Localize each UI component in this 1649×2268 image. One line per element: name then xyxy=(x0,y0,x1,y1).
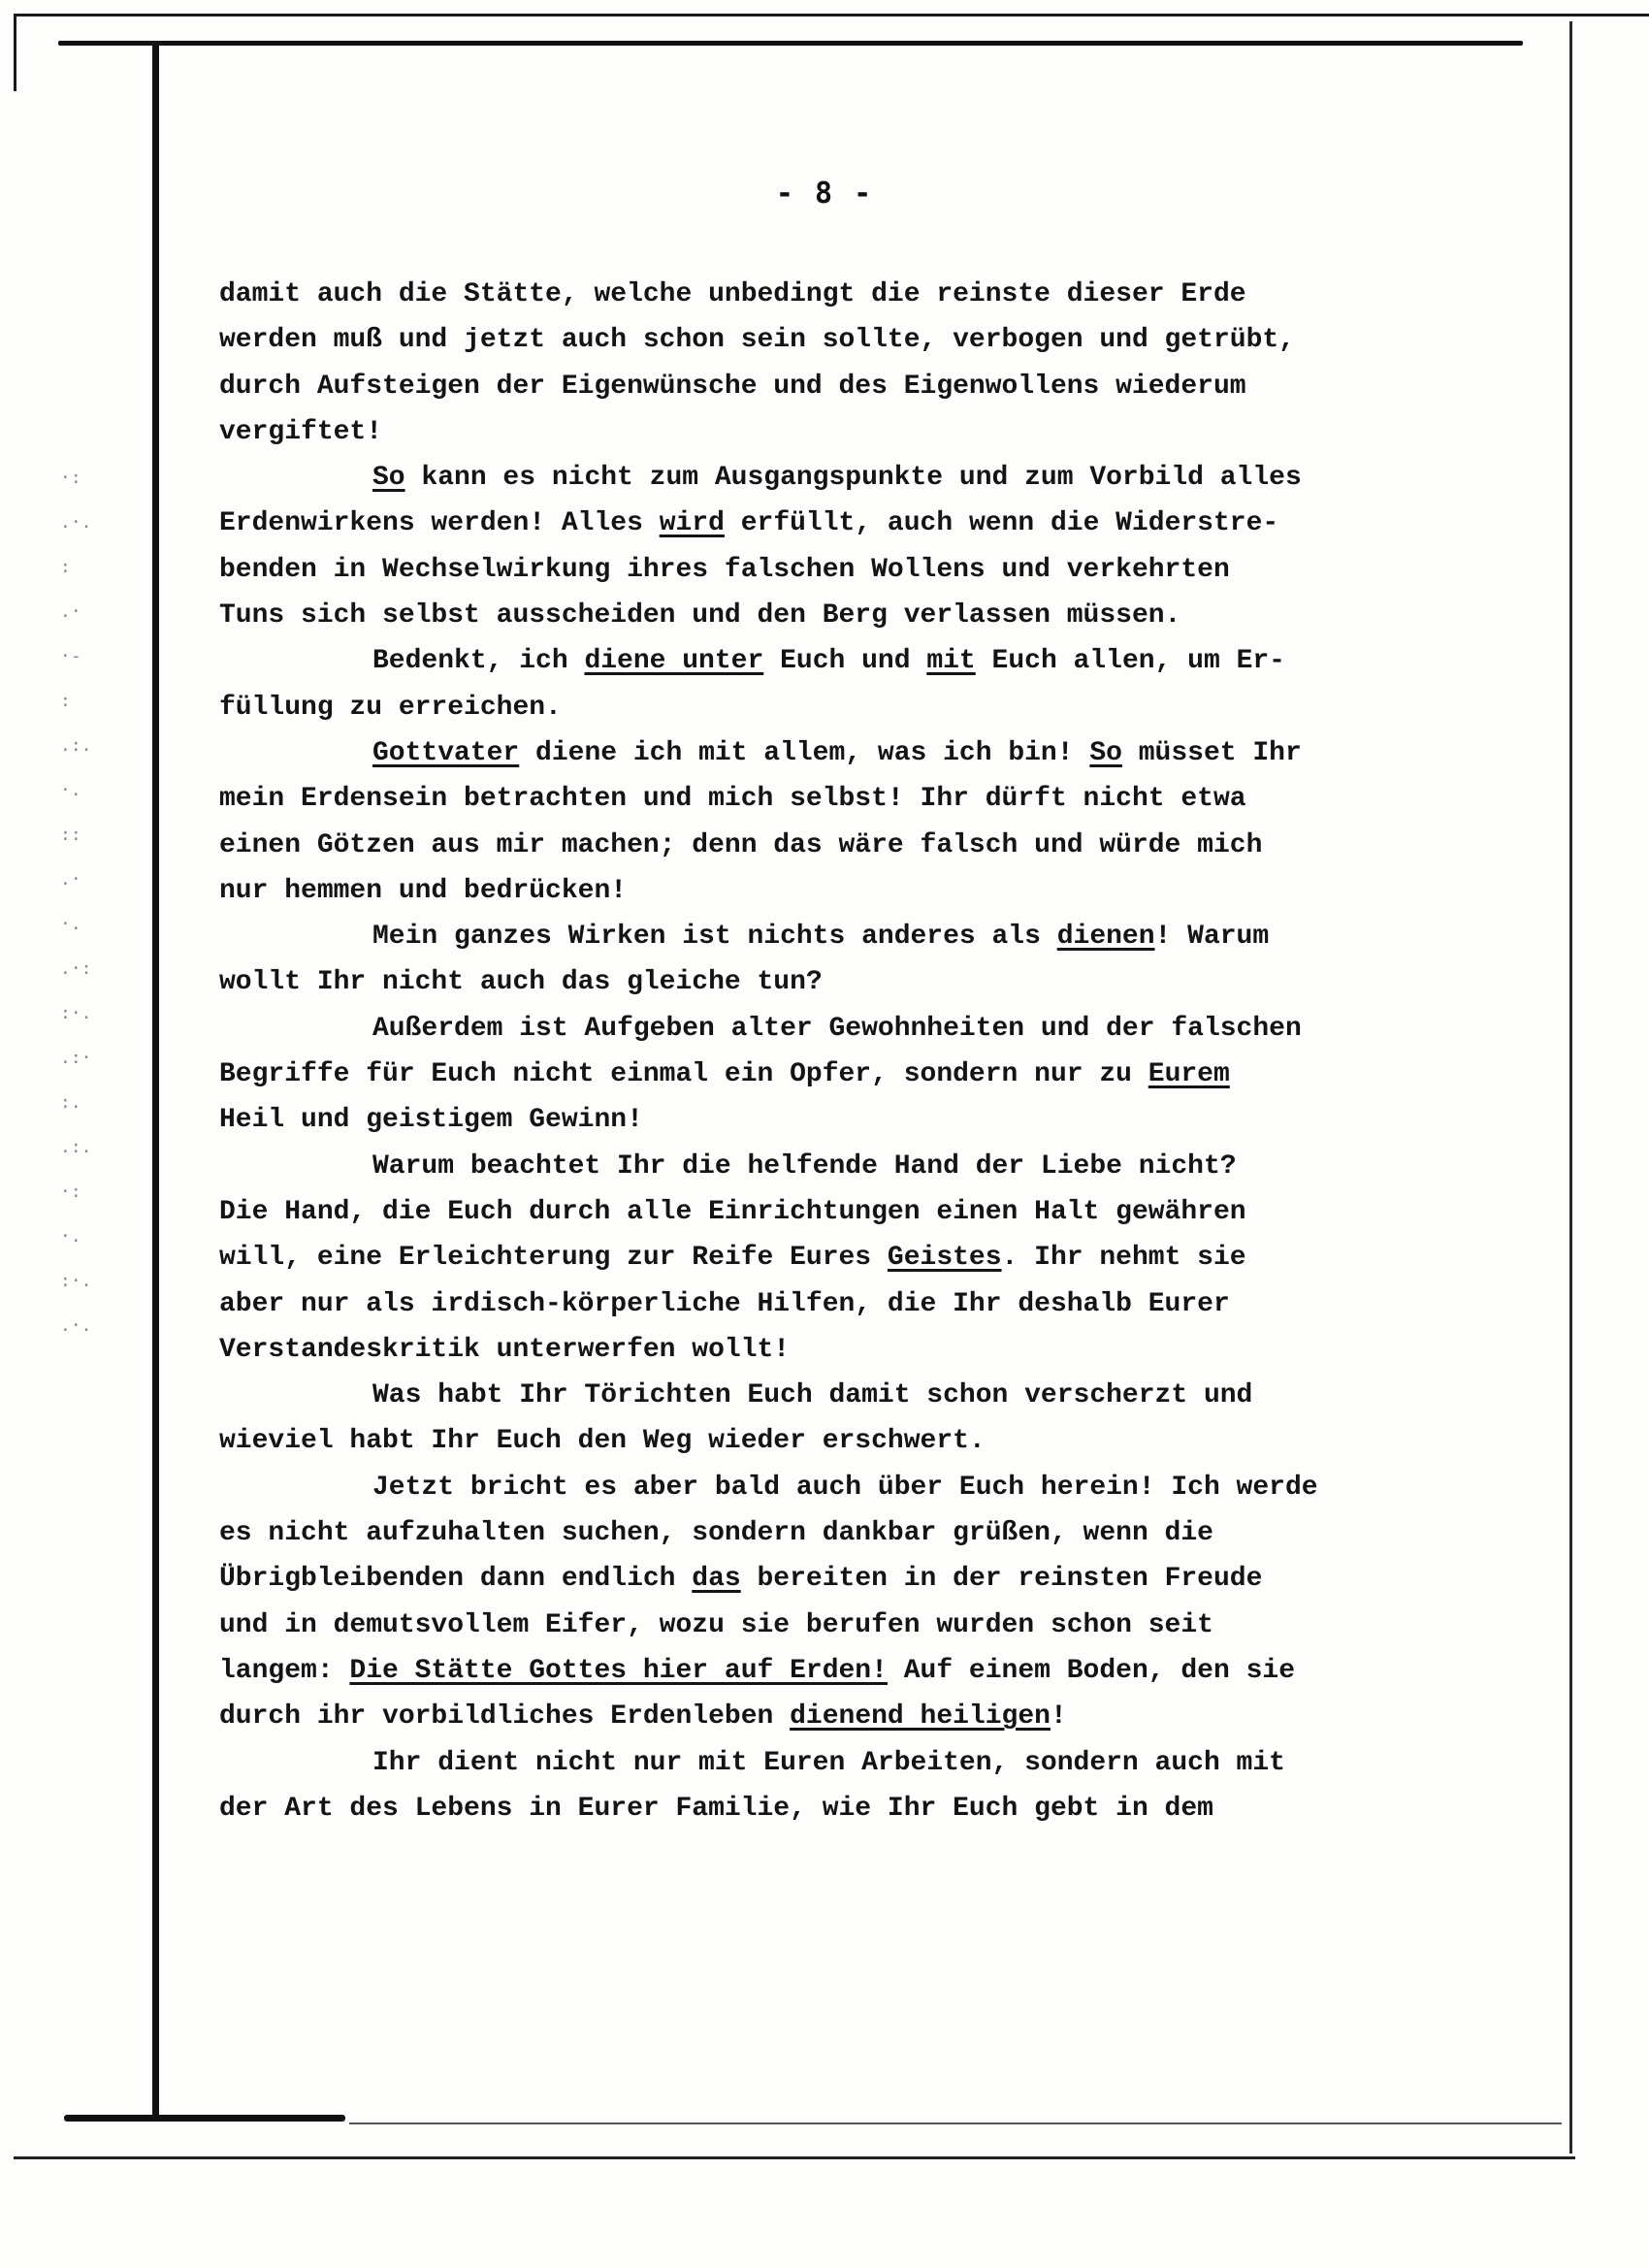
text-line xyxy=(219,1648,1509,1694)
text-line xyxy=(219,272,1509,317)
text-segment: Euch allen, um Er- xyxy=(975,646,1285,677)
text-line xyxy=(219,1510,1509,1556)
text-segment: Begriffe für Euch nicht einmal ein Opfer, sondern nur zu xyxy=(219,1059,1148,1090)
text-line xyxy=(219,1418,1509,1464)
text-line xyxy=(219,1465,1509,1510)
text-segment: Erdenwirkens werden! Alles xyxy=(219,508,660,539)
text-segment: Euch und xyxy=(763,646,927,677)
text-line xyxy=(219,730,1509,776)
text-line xyxy=(219,1097,1509,1143)
text-segment: Ihr dient nicht nur mit Euren Arbeiten, sondern auch mit xyxy=(372,1747,1285,1778)
text-line xyxy=(219,1006,1509,1052)
text-segment: einen Götzen aus mir machen; denn das wäre falsch und würde mich xyxy=(219,829,1263,860)
text-segment: damit auch die Stätte, welche unbedingt die reinste dieser Erde xyxy=(219,279,1246,309)
text-segment: und in demutsvollem Eifer, wozu sie berufen wurden schon seit xyxy=(219,1609,1213,1640)
text-line xyxy=(219,364,1509,409)
underlined-text: das xyxy=(692,1564,741,1595)
text-segment: durch Aufsteigen der Eigenwünsche und des Eigenwollens wiederum xyxy=(219,371,1246,402)
text-segment: langem: xyxy=(219,1655,350,1686)
text-line xyxy=(219,501,1509,546)
text-line xyxy=(219,1235,1509,1280)
text-segment: füllung zu erreichen. xyxy=(219,692,562,723)
page-number: - 8 - xyxy=(775,177,874,211)
text-segment: . Ihr nehmt sie xyxy=(1001,1243,1246,1274)
text-line xyxy=(219,455,1509,501)
text-segment: vergiftet! xyxy=(219,416,383,447)
text-segment: Außerdem ist Aufgeben alter Gewohnheiten und der falschen xyxy=(372,1013,1302,1044)
underlined-text: dienend heiligen xyxy=(790,1701,1051,1733)
text-segment: ! xyxy=(1050,1701,1067,1733)
text-segment: wieviel habt Ihr Euch den Weg wieder erschwert. xyxy=(219,1426,986,1457)
underlined-text: Die Stätte Gottes hier auf Erden! xyxy=(349,1655,888,1686)
text-line xyxy=(219,914,1509,959)
underlined-text: mit xyxy=(926,646,976,677)
text-line xyxy=(219,1740,1509,1786)
text-segment: Die Hand, die Euch durch alle Einrichtungen einen Halt gewähren xyxy=(219,1196,1246,1227)
text-segment: Was habt Ihr Törichten Euch damit schon verscherzt und xyxy=(372,1380,1253,1411)
text-segment: Warum beachtet Ihr die helfende Hand der Liebe nicht? xyxy=(372,1150,1237,1182)
text-line xyxy=(219,547,1509,593)
underlined-text: Gottvater xyxy=(372,737,520,768)
text-segment: Auf einem Boden, den sie xyxy=(887,1655,1295,1686)
text-segment: es nicht aufzuhalten suchen, sondern dankbar grüßen, wenn die xyxy=(219,1518,1213,1549)
text-segment: der Art des Lebens in Eurer Familie, wie Ihr Euch gebt in dem xyxy=(219,1793,1213,1824)
text-segment: diene ich mit allem, was ich bin! xyxy=(519,737,1090,768)
text-segment: müsset Ihr xyxy=(1121,737,1302,768)
scan-frame-right xyxy=(1569,21,1572,2154)
text-line xyxy=(219,317,1509,363)
text-segment: Tuns sich selbst ausscheiden und den Berg verlassen müssen. xyxy=(219,600,1181,632)
text-line xyxy=(219,823,1509,868)
underlined-text: Geistes xyxy=(887,1243,1002,1274)
text-segment: Heil und geistigem Gewinn! xyxy=(219,1105,643,1136)
text-segment: Übrigbleibenden dann endlich xyxy=(219,1564,693,1595)
text-line xyxy=(219,776,1509,822)
scan-frame-top xyxy=(14,14,1649,16)
text-segment: Verstandeskritik unterwerfen wollt! xyxy=(219,1334,791,1365)
underlined-text: dienen xyxy=(1056,922,1155,953)
underlined-text: wird xyxy=(659,508,725,539)
scan-frame-bottom xyxy=(14,2156,1575,2159)
underlined-text: Eurem xyxy=(1148,1059,1230,1090)
binder-edge-bottom xyxy=(64,2115,345,2122)
text-line xyxy=(219,409,1509,455)
text-segment: aber nur als irdisch-körperliche Hilfen, die Ihr deshalb Eurer xyxy=(219,1288,1230,1319)
page-bottom-rule xyxy=(349,2122,1562,2124)
text-segment: kann es nicht zum Ausgangspunkte und zum Vorbild alles xyxy=(404,463,1302,494)
text-line xyxy=(219,1694,1509,1739)
text-line xyxy=(219,593,1509,638)
text-line xyxy=(219,1327,1509,1373)
underlined-text: So xyxy=(1089,737,1122,768)
binder-edge-top xyxy=(58,41,1523,46)
text-line xyxy=(219,1373,1509,1418)
text-segment: Bedenkt, ich xyxy=(372,646,585,677)
text-line xyxy=(219,685,1509,730)
text-segment: durch ihr vorbildliches Erdenleben xyxy=(219,1701,791,1733)
text-line xyxy=(219,1052,1509,1097)
scan-frame-left xyxy=(14,14,16,91)
text-segment: erfüllt, auch wenn die Widerstre- xyxy=(724,508,1279,539)
text-line xyxy=(219,868,1509,914)
binder-edge-vertical xyxy=(152,41,159,2117)
typewritten-text xyxy=(219,272,1509,1831)
text-segment: nur hemmen und bedrücken! xyxy=(219,875,628,906)
text-segment: mein Erdensein betrachten und mich selbst! Ihr dürft nicht etwa xyxy=(219,784,1246,815)
text-segment: benden in Wechselwirkung ihres falschen Wollens und verkehrten xyxy=(219,554,1230,585)
text-line xyxy=(219,1281,1509,1327)
text-line xyxy=(219,1556,1509,1602)
text-line xyxy=(219,959,1509,1005)
underlined-text: diene unter xyxy=(584,646,764,677)
text-segment: bereiten in der reinsten Freude xyxy=(740,1564,1263,1595)
text-line xyxy=(219,638,1509,684)
text-segment: Mein ganzes Wirken ist nichts anderes als xyxy=(372,922,1057,953)
text-segment: werden muß und jetzt auch schon sein sollte, verbogen und getrübt, xyxy=(219,325,1295,356)
text-line xyxy=(219,1144,1509,1189)
underlined-text: So xyxy=(372,463,405,494)
text-segment: Jetzt bricht es aber bald auch über Euch herein! Ich werde xyxy=(372,1472,1318,1503)
text-segment: will, eine Erleichterung zur Reife Eures xyxy=(219,1243,888,1274)
text-line xyxy=(219,1786,1509,1831)
text-segment: ! Warum xyxy=(1154,922,1270,953)
margin-smudges: ·: .·. : .· ·- : .:. ·. :: .· ·. .·: :·. .:· :. .:. ·: ·. :·. .·. xyxy=(60,468,92,1336)
text-line xyxy=(219,1189,1509,1235)
text-segment: wollt Ihr nicht auch das gleiche tun? xyxy=(219,967,823,998)
text-line xyxy=(219,1603,1509,1648)
